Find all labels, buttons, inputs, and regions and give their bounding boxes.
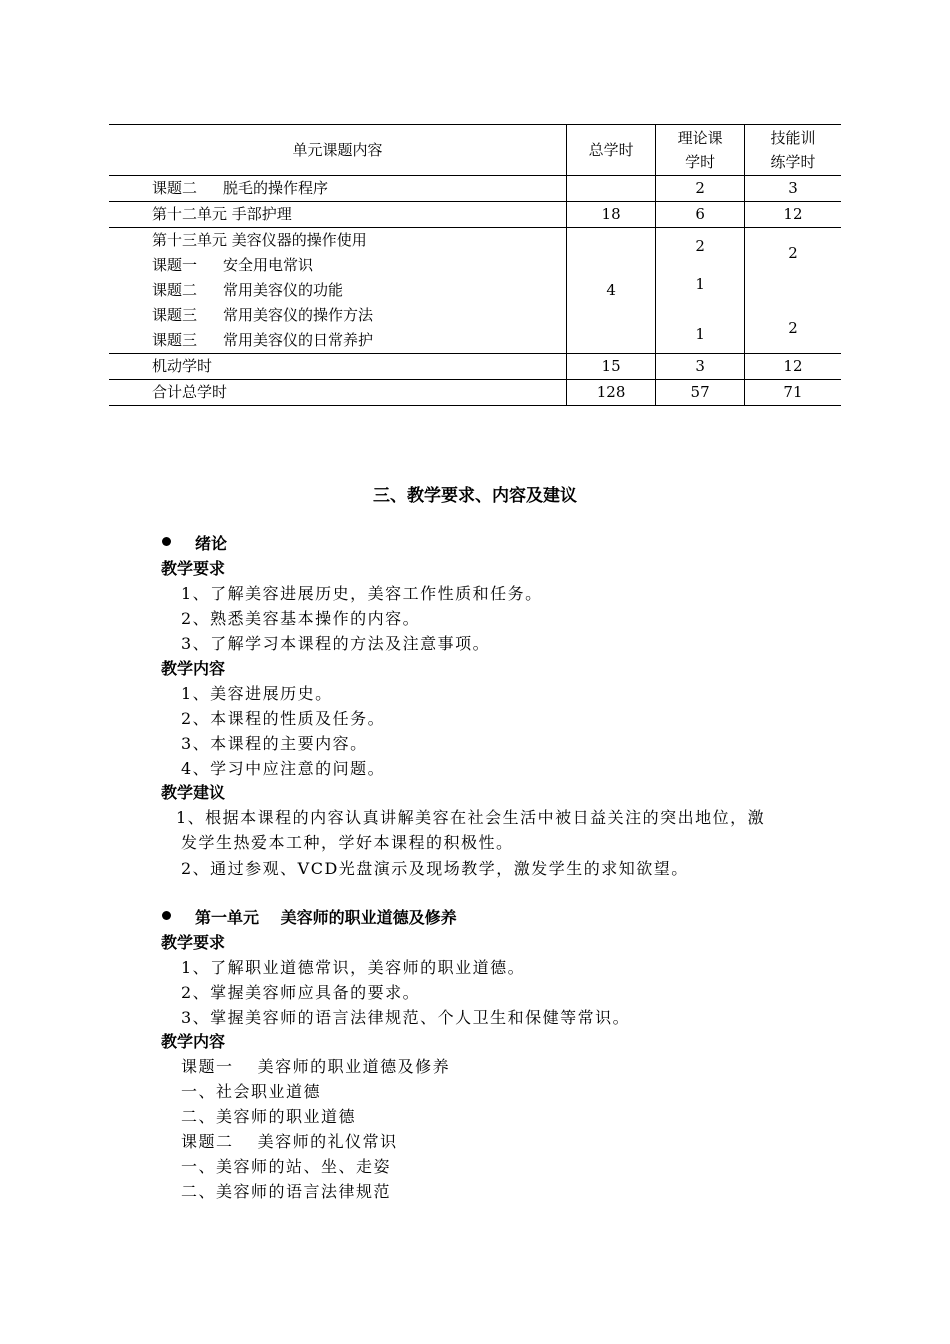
list-item: 二、美容师的职业道德: [181, 1107, 357, 1126]
row-total: [566, 176, 655, 202]
row-theory: 57: [656, 380, 745, 406]
table-row: [109, 176, 841, 202]
table-row: [109, 354, 841, 380]
list-item: 2、掌握美容师应具备的要求。: [181, 983, 421, 1002]
row-theory: 6: [656, 202, 745, 228]
row-content: 第十三单元 美容仪器的操作使用 课题一 安全用电常识 课题二 常用美容仪的功能 课题三 常用美容仪的操作方法 课题三 常用美容仪的日常养护: [109, 228, 566, 354]
list-item: 3、本课程的主要内容。: [181, 734, 368, 753]
list-item: 1、了解美容进展历史，美容工作性质和任务。: [181, 584, 543, 603]
table-row: [109, 380, 841, 406]
bullet-icon: [162, 911, 171, 920]
row-content: 机动学时: [109, 354, 566, 380]
bullet-icon: [162, 537, 171, 546]
row-total: 4: [566, 228, 655, 354]
unit1-content-heading: 教学内容: [161, 1032, 226, 1051]
intro-content-heading: 教学内容: [161, 659, 226, 678]
row-skill: 3: [744, 176, 841, 202]
row-content: 合计总学时: [109, 380, 566, 406]
list-item: 一、美容师的站、坐、走姿: [181, 1157, 392, 1176]
list-item: 课题二 美容师的礼仪常识: [181, 1132, 398, 1151]
list-item: 2、熟悉美容基本操作的内容。: [181, 609, 421, 628]
row-total: 15: [566, 354, 655, 380]
unit1-req-heading: 教学要求: [161, 933, 226, 952]
row-skill: 2 2: [744, 228, 841, 354]
list-item: 一、社会职业道德: [181, 1082, 322, 1101]
paragraph-line: 发学生热爱本工种，学好本课程的积极性。: [181, 833, 514, 852]
header-theory: 理论课 学时: [656, 125, 745, 176]
table-header-row: [109, 125, 841, 176]
unit1-heading: 第一单元 美容师的职业道德及修养: [195, 908, 457, 927]
list-item: 3、掌握美容师的语言法律规范、个人卫生和保健等常识。: [181, 1008, 631, 1027]
list-item: 3、了解学习本课程的方法及注意事项。: [181, 634, 491, 653]
row-skill: 12: [744, 202, 841, 228]
row-total: 18: [566, 202, 655, 228]
list-item: 课题一 美容师的职业道德及修养: [181, 1057, 451, 1076]
section-title: 三、教学要求、内容及建议: [373, 486, 577, 506]
list-item: 4、学习中应注意的问题。: [181, 759, 386, 778]
list-item: 1、了解职业道德常识，美容师的职业道德。: [181, 958, 526, 977]
header-total: 总学时: [566, 125, 655, 176]
row-skill: 12: [744, 354, 841, 380]
row-content: 第十二单元 手部护理: [109, 202, 566, 228]
row-content: 课题二 脱毛的操作程序: [109, 176, 566, 202]
paragraph-line: 2、通过参观、VCD光盘演示及现场教学，激发学生的求知欲望。: [181, 859, 689, 878]
header-content: 单元课题内容: [109, 125, 566, 176]
hours-table: [109, 124, 841, 406]
intro-heading: 绪论: [195, 534, 228, 553]
paragraph-line: 1、根据本课程的内容认真讲解美容在社会生活中被日益关注的突出地位，激: [176, 808, 766, 827]
row-skill: 71: [744, 380, 841, 406]
table-row: [109, 202, 841, 228]
row-theory: 3: [656, 354, 745, 380]
list-item: 二、美容师的语言法律规范: [181, 1182, 392, 1201]
list-item: 1、美容进展历史。: [181, 684, 333, 703]
row-theory: 2: [656, 176, 745, 202]
row-theory: 2 1 1: [656, 228, 745, 354]
table-row: [109, 228, 841, 354]
row-total: 128: [566, 380, 655, 406]
header-skill: 技能训 练学时: [744, 125, 841, 176]
list-item: 2、本课程的性质及任务。: [181, 709, 386, 728]
intro-advice-heading: 教学建议: [161, 783, 226, 802]
intro-req-heading: 教学要求: [161, 559, 226, 578]
